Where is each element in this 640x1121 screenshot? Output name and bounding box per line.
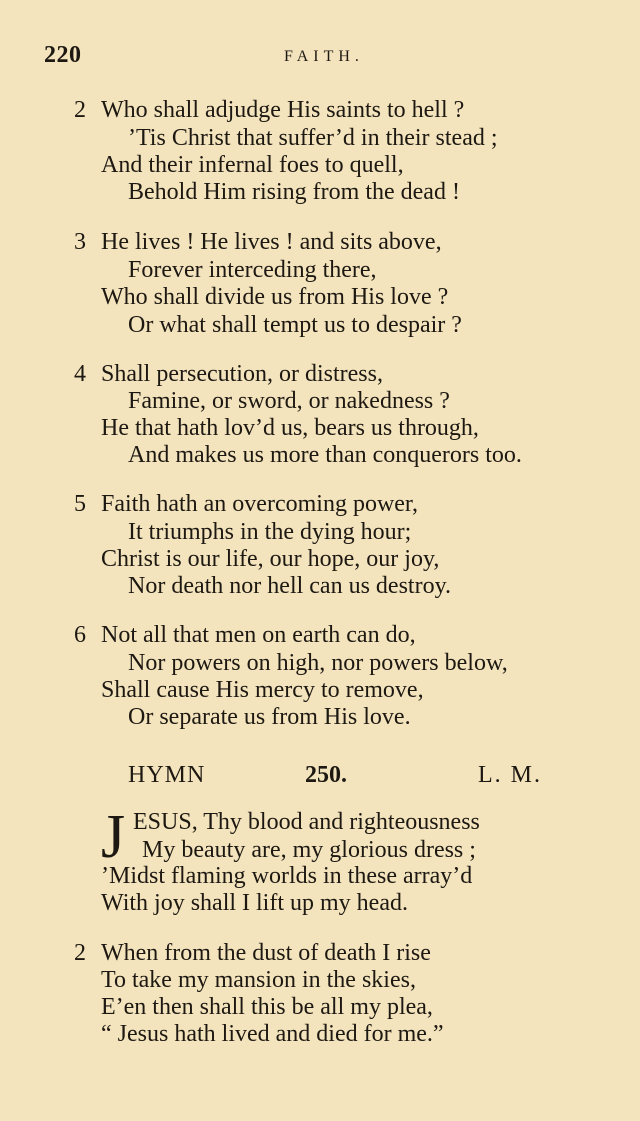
verse-line: ’Tis Christ that suffer’d in their stead ; (128, 125, 498, 151)
verse-line: E’en then shall this be all my plea, (101, 994, 433, 1020)
verse-line: Or what shall tempt us to despair ? (128, 312, 462, 338)
stanza-number: 5 (74, 491, 86, 517)
stanza-number: 2 (74, 97, 86, 123)
verse-line: Famine, or sword, or nakedness ? (128, 388, 450, 414)
verse-line: Nor powers on high, nor powers below, (128, 650, 508, 676)
verse-line: Or separate us from His love. (128, 704, 411, 730)
verse-line: And their infernal foes to quell, (101, 152, 404, 178)
stanza-number: 6 (74, 622, 86, 648)
verse-line: Who shall adjudge His saints to hell ? (101, 97, 465, 123)
verse-line: Who shall divide us from His love ? (101, 284, 449, 310)
verse-line: ESUS, Thy blood and righteousness (133, 809, 480, 835)
verse-line: Nor death nor hell can us destroy. (128, 573, 452, 599)
verse-line: Christ is our life, our hope, our joy, (101, 546, 440, 572)
verse-line: With joy shall I lift up my head. (101, 890, 408, 916)
verse-line: “ Jesus hath lived and died for me.” (101, 1021, 444, 1047)
drop-cap: J (101, 803, 126, 871)
verse-line: To take my mansion in the skies, (101, 967, 416, 993)
verse-line: It triumphs in the dying hour; (128, 519, 412, 545)
verse-line: When from the dust of death I rise (101, 940, 431, 966)
page-number: 220 (44, 42, 82, 68)
verse-line: My beauty are, my glorious dress ; (142, 837, 476, 863)
stanza-number: 4 (74, 361, 86, 387)
hymn-number: 250. (305, 762, 347, 788)
hymn-meter: L. M. (478, 762, 542, 788)
verse-line: Shall cause His mercy to remove, (101, 677, 424, 703)
verse-line: ’Midst flaming worlds in these array’d (101, 863, 473, 889)
verse-line: And makes us more than conquerors too. (128, 442, 522, 468)
stanza-number: 2 (74, 940, 86, 966)
page-header (44, 42, 604, 78)
verse-line: Shall persecution, or distress, (101, 361, 383, 387)
verse-line: Forever interceding there, (128, 257, 377, 283)
hymn-heading (0, 762, 640, 794)
verse-line: Behold Him rising from the dead ! (128, 179, 460, 205)
stanza-number: 3 (74, 229, 86, 255)
running-head: FAITH. (284, 48, 364, 65)
verse-line: Faith hath an overcoming power, (101, 491, 418, 517)
verse-line: He lives ! He lives ! and sits above, (101, 229, 442, 255)
hymn-label: HYMN (128, 762, 206, 788)
verse-line: Not all that men on earth can do, (101, 622, 416, 648)
verse-line: He that hath lov’d us, bears us through, (101, 415, 479, 441)
